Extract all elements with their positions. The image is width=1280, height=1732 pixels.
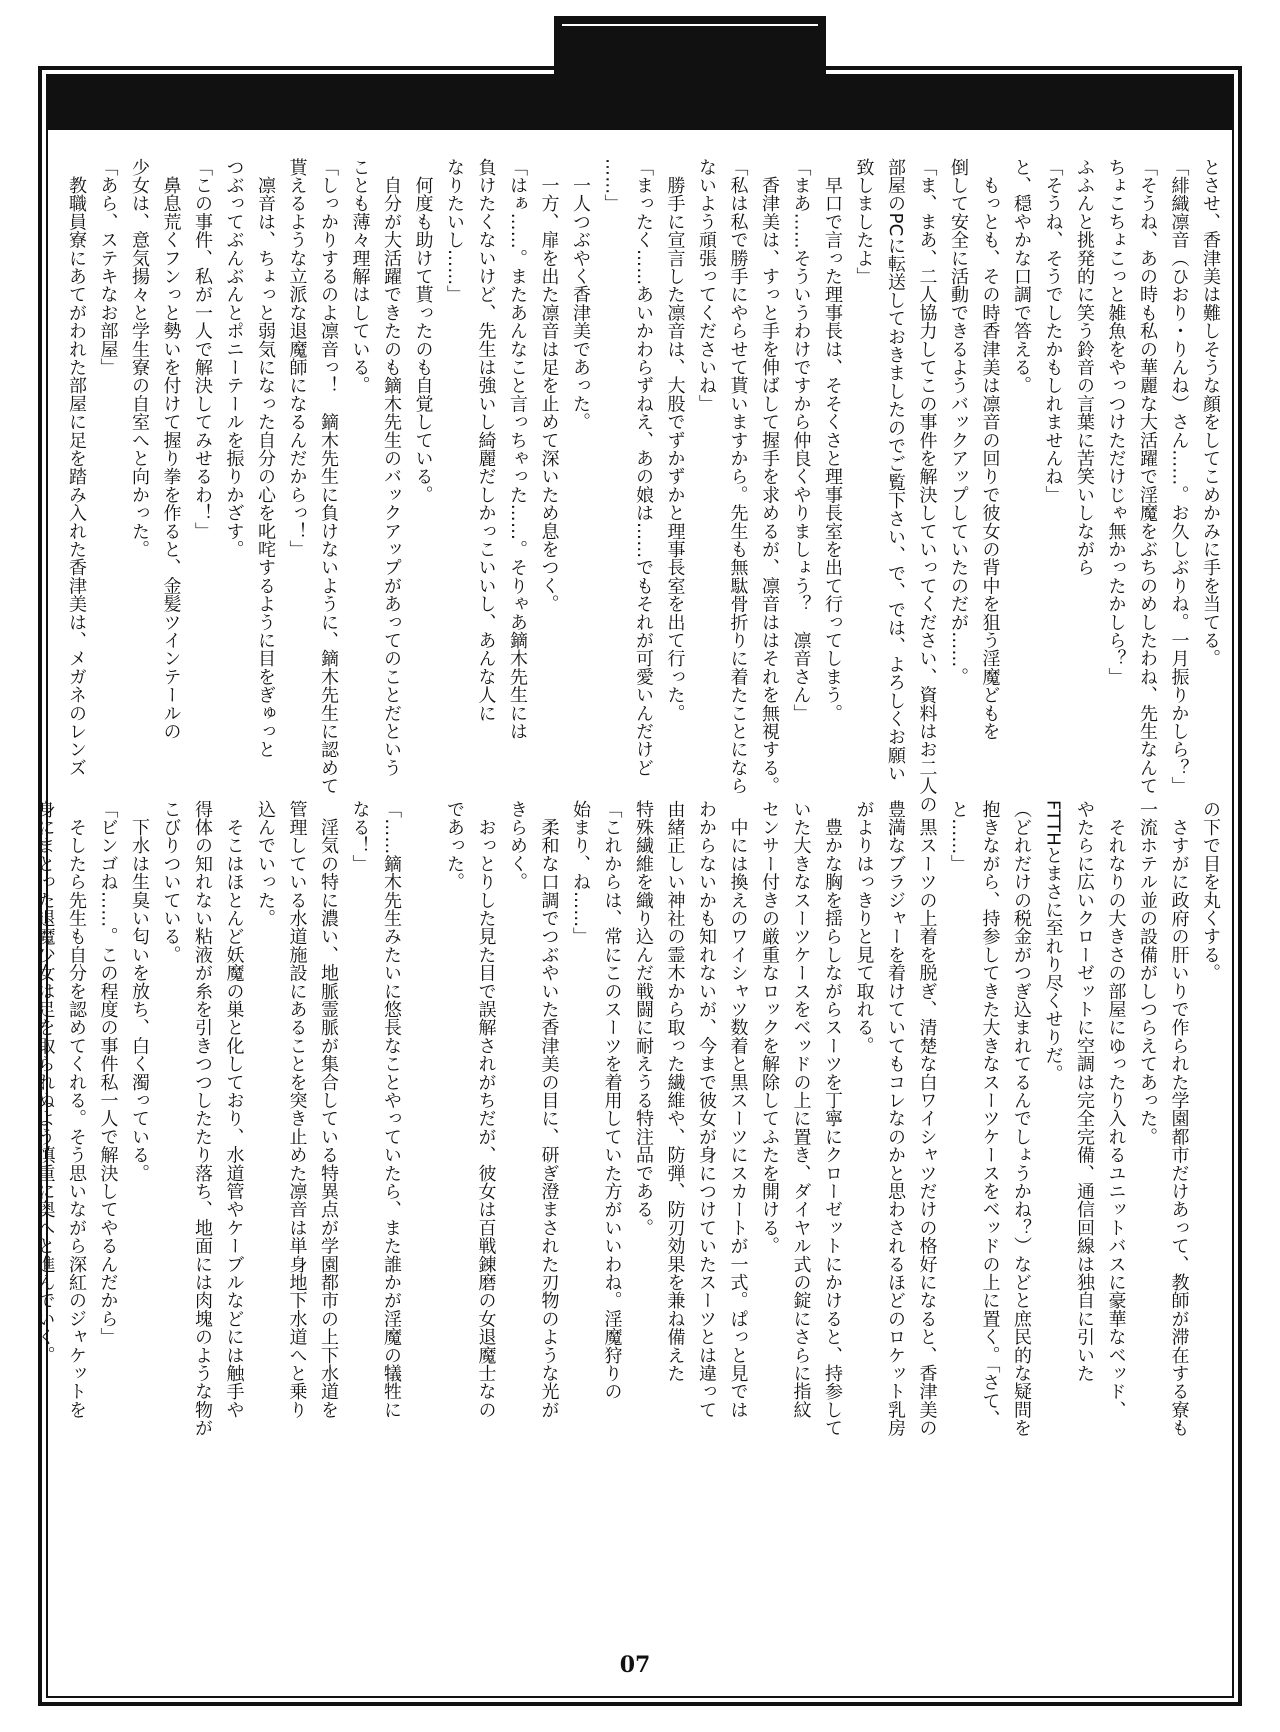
text-line: そしたら先生も自分を認めてくれる。そう思いながら深紅のジャケットを — [66, 800, 87, 1419]
text-line: 「まったく……あいかわらずねえ、あの娘は……でもそれが可愛いんだけど — [633, 158, 654, 777]
text-line: 何度も助けて貰ったのも自覚している。 — [412, 158, 434, 504]
text-line: 「ビンゴね……。この程度の事件私一人で解決してやるんだから」 — [97, 800, 119, 1346]
text-line: と、穏やかな口調で答える。 — [1011, 158, 1032, 395]
text-line: ないよう頑張ってくださいね」 — [696, 158, 717, 413]
text-line: いた大きなスーツケースをベッドの上に置き、ダイヤル式の錠にさらに指紋 — [790, 800, 812, 1419]
page-number: 07 — [619, 1652, 651, 1678]
text-line: 「ま、まあ、二人協力してこの事件を解決していってください、資料はお二人の — [916, 158, 938, 814]
text-line: 豊かな胸を揺らしながらスーツを丁寧にクローゼットにかけると、持参して — [822, 800, 843, 1437]
text-line: 始まり、ね……」 — [570, 800, 591, 946]
text-line: 自分が大活躍できたのも鏑木先生のバックアップがあってのことだという — [381, 158, 402, 777]
text-line: おっとりした見た目で誤解されがちだが、彼女は百戦錬磨の女退魔士なの — [475, 800, 497, 1419]
text-line: と……」 — [948, 800, 969, 873]
text-line: 凛音は、ちょっと弱気になった自分の心を叱咤するように目をぎゅっと — [255, 158, 276, 759]
text-line: 管理している水道施設にあることを突き止めた凛音は単身地下水道へと乗り — [286, 800, 308, 1419]
text-line: 「これからは、常にこのスーツを着用していた方がいいわね。淫魔狩りの — [601, 800, 623, 1401]
text-line: こびりついている。 — [160, 800, 182, 964]
text-line: 教職員寮にあてがわれた部屋に足を踏み入れた香津美は、メガネのレンズ — [66, 158, 87, 777]
text-line: 倒して安全に活動できるようバックアップしていたのだが……。 — [948, 158, 969, 686]
text-line: 「あら、ステキなお部屋」 — [97, 158, 119, 377]
text-line: ……」 — [601, 158, 623, 213]
text-line: 「そうね、そうでしたかもしれませんね」 — [1042, 158, 1064, 504]
text-line: 「緋織凛音（ひおり・りんね）さん……。お久しぶりね。一月振りかしら？」 — [1168, 158, 1190, 795]
text-line: 鼻息荒くフンっと勢いを付けて握り拳を作ると、金髪ツインテールの — [160, 158, 182, 741]
text-line: 一方、扉を出た凛音は足を止めて深いため息をつく。 — [538, 158, 560, 613]
text-line: 一人つぶやく香津美であった。 — [570, 158, 591, 431]
text-line: 特殊繊維を織り込んだ戦闘に耐えうる特注品である。 — [633, 800, 654, 1237]
text-line: ことも薄々理解はしている。 — [349, 158, 371, 395]
text-line: さすがに政府の肝いりで作られた学園都市だけあって、教師が滞在する寮も — [1168, 800, 1190, 1437]
text-line: 「……鏑木先生みたいに悠長なことやっていたら、また誰かが淫魔の犠牲に — [381, 800, 402, 1419]
text-line: 中には換えのワイシャツ数着と黒スーツにスカートが一式。ぱっと見では — [727, 800, 749, 1419]
text-block-lower — [29, 800, 1226, 1650]
text-line: 部屋のPCに転送しておきましたのでご覧下さい、で、では、よろしくお願い — [885, 158, 906, 783]
text-line: 抱きながら、持参してきた大きなスーツケースをベッドの上に置く。「さて、 — [979, 800, 1001, 1428]
text-line: 勝手に宣言した凛音は、大股でずかずかと理事長室を出て行った。 — [664, 158, 686, 723]
text-line: とさせ、香津美は難しそうな顔をしてこめかみに手を当てる。 — [1200, 158, 1221, 668]
text-line: 「しっかりするのよ凛音っ！ 鏑木先生に負けないように、鏑木先生に認めて — [318, 158, 339, 795]
text-line: 「そうね、あの時も私の華麗な大活躍で淫魔をぶちのめしたわね、先生なんて — [1137, 158, 1158, 795]
text-line: なる！」 — [349, 800, 371, 873]
text-line: 「この事件、私が一人で解決してみせるわ！」 — [192, 158, 213, 541]
text-line: 由緒正しい神社の霊木から取った繊維や、防弾、防刃効果を兼ね備えた — [664, 800, 686, 1383]
text-line: 「はぁ……。またあんなこと言っちゃった……。そりゃあ鏑木先生には — [507, 158, 528, 741]
text-line: 込んでいった。 — [255, 800, 276, 928]
text-line: わからないかも知れないが、今まで彼女が身につけていたスーツとは違って — [696, 800, 717, 1419]
text-line: ふふんと挑発的に笑う鈴音の言葉に苦笑いしながら — [1074, 158, 1095, 577]
text-line: 身にまとった退魔少女は足を取られぬよう慎重に奥へと進んでいく。 — [34, 800, 56, 1365]
text-line: そこはほとんど妖魔の巣と化しており、水道管やケーブルなどには触手や — [223, 800, 245, 1419]
text-line: センサー付きの厳重なロックを解除してふたを開ける。 — [759, 800, 780, 1255]
frame-tab — [554, 16, 826, 80]
text-line: 致しましたよ」 — [853, 158, 875, 286]
frame-header-band — [48, 76, 1232, 130]
text-line: FTTHとまさに至れり尽くせりだ。 — [1042, 800, 1064, 1083]
text-line: 少女は、意気揚々と学生寮の自室へと向かった。 — [129, 158, 150, 559]
text-line: なりたいし……」 — [444, 158, 465, 304]
text-line — [407, 800, 439, 1650]
text-line: 黒スーツの上着を脱ぎ、清楚な白ワイシャツだけの格好になると、香津美の — [916, 800, 938, 1437]
text-line: 負けたくないけど、先生は強いし綺麗だしかっこいいし、あんな人に — [475, 158, 497, 723]
text-line: それなりの大きさの部屋にゆったり入れるユニットバスに豪華なベッド、 — [1105, 800, 1127, 1419]
text-line: がよりはっきりと見て取れる。 — [853, 800, 875, 1055]
text-line: 下水は生臭い匂いを放ち、白く濁っている。 — [129, 800, 150, 1183]
text-line: もっとも、その時香津美は凛音の回りで彼女の背中を狙う淫魔どもを — [979, 158, 1001, 741]
text-line: きらめく。 — [507, 800, 528, 891]
text-line: 一流ホテル並の設備がしつらえてあった。 — [1137, 800, 1158, 1146]
text-line: ちょこちょこっと雑魚をやっつけただけじゃ無かったかしら？」 — [1105, 158, 1127, 686]
text-line: 「まあ……そういうわけですから仲良くやりましょう？ 凛音さん」 — [790, 158, 812, 723]
text-line: の下で目を丸くする。 — [1200, 800, 1221, 982]
text-line: 得体の知れない粘液が糸を引きつつしたたり落ち、地面には肉塊のような物が — [192, 800, 213, 1437]
text-line: やたらに広いクローゼットに空調は完全完備、通信回線は独自に引いた — [1074, 800, 1095, 1383]
text-line: 早口で言った理事長は、そそくさと理事長室を出て行ってしまう。 — [822, 158, 843, 723]
text-line: であった。 — [444, 800, 465, 891]
text-line: 柔和な口調でつぶやいた香津美の目に、研ぎ澄まされた刃物のような光が — [538, 800, 560, 1419]
text-line: 香津美は、すっと手を伸ばして握手を求めるが、凛音ははそれを無視する。 — [759, 158, 780, 795]
text-line: 貰えるような立派な退魔師になるんだからっ！」 — [286, 158, 308, 559]
text-line: 豊満なブラジャーを着けていてもコレなのかと思わされるほどのロケット乳房 — [885, 800, 906, 1437]
text-line: 「私は私で勝手にやらせて貰いますから。先生も無駄骨折りに着たことになら — [727, 158, 749, 795]
text-line: 淫気の特に濃い、地脈霊脈が集合している特異点が学園都市の上下水道を — [318, 800, 339, 1419]
text-block-upper — [61, 158, 1227, 814]
text-line: つぶってぶんぶんとポニーテールを振りかざす。 — [223, 158, 245, 559]
text-line: （どれだけの税金がつぎ込まれてるんでしょうかね？）などと庶民的な疑問を — [1011, 800, 1032, 1437]
